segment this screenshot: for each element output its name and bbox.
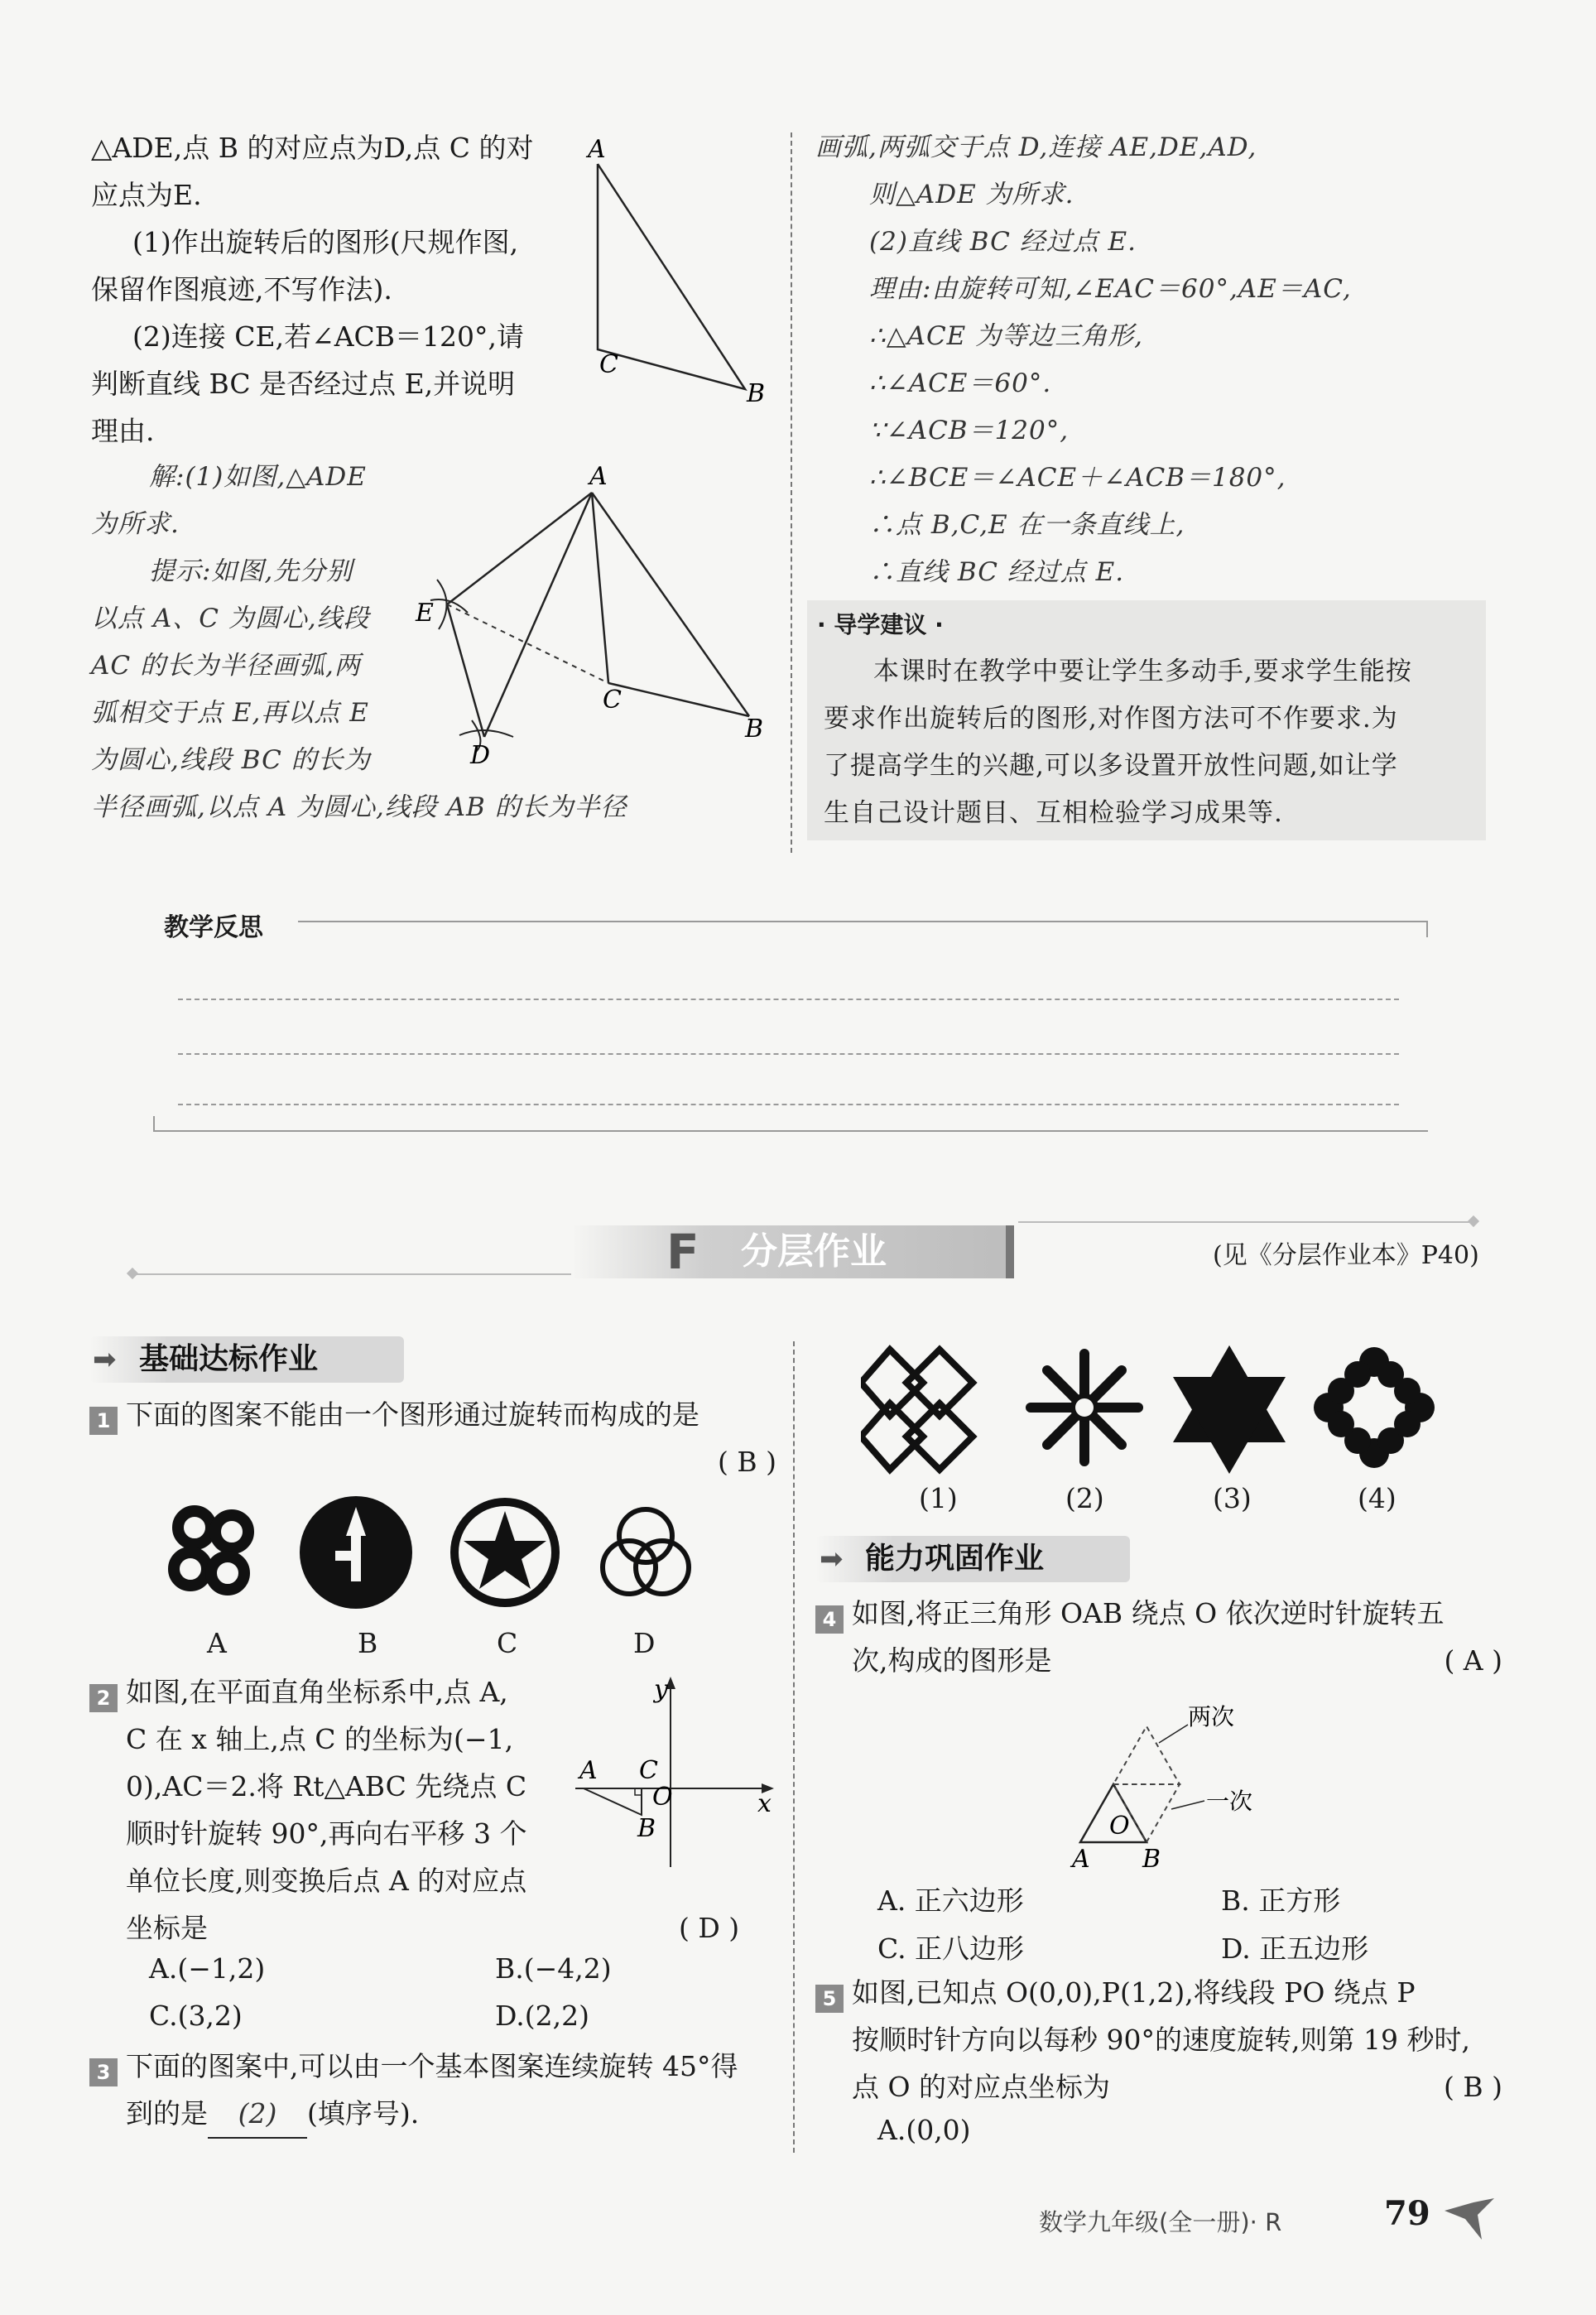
text-line: 理由.: [91, 415, 155, 447]
text-line: 画弧,两弧交于点 D,连接 AE,DE,AD,: [815, 132, 1257, 162]
text-line: 为圆心,线段 BC 的长为: [91, 745, 371, 775]
pattern-2: [1031, 1354, 1138, 1461]
q1-patterns: [149, 1486, 728, 1619]
label-c: C: [599, 350, 618, 379]
label-c: C: [639, 1756, 658, 1785]
option-label: D: [633, 1627, 656, 1659]
bird-logo-icon: [1440, 2194, 1498, 2244]
text-line: 0),AC＝2.将 Rt△ABC 先绕点 C: [126, 1770, 527, 1802]
pattern-label: (1): [919, 1482, 958, 1514]
pattern-4: [1314, 1347, 1435, 1468]
banner-letter-icon: F: [666, 1224, 699, 1280]
text-line: (1)作出旋转后的图形(尺规作图,: [132, 226, 519, 258]
question-text: 下面的图案不能由一个图形通过旋转而构成的是: [126, 1398, 699, 1431]
label-a: A: [1072, 1845, 1090, 1874]
reflection-top-border: [298, 921, 1428, 922]
column-divider: [793, 1341, 795, 2153]
pattern-c: [450, 1498, 560, 1607]
text-line: 如图,将正三角形 OAB 绕点 O 依次逆时针旋转五: [852, 1597, 1445, 1629]
reflection-corner: [153, 1116, 155, 1131]
rotation-figure: [1064, 1693, 1279, 1875]
text-line: (2)连接 CE,若∠ACB＝120°,请: [132, 320, 525, 353]
banner-line: [1018, 1221, 1473, 1223]
triangle-abc: [598, 164, 745, 389]
text-line: △ADE,点 B 的对应点为D,点 C 的对: [91, 132, 534, 164]
option: A.(−1,2): [149, 1952, 266, 1985]
triangle-figure: [579, 124, 778, 414]
text-line: 保留作图痕迹,不写作法).: [91, 273, 392, 306]
arrow-icon: ➡: [93, 1343, 117, 1376]
construction-figure: [406, 455, 786, 778]
column-divider: [791, 132, 792, 853]
option-label: B: [358, 1627, 378, 1659]
text-line: 半径画弧,以点 A 为圆心,线段 AB 的长为半径: [91, 792, 627, 822]
section-title: 能力巩固作业: [865, 1542, 1045, 1576]
book-title: 数学九年级(全一册)· R: [1039, 2208, 1282, 2236]
section-title: 基础达标作业: [139, 1342, 319, 1376]
q3-patterns: [861, 1341, 1457, 1494]
label-b: B: [745, 715, 764, 744]
option-label: C: [497, 1627, 518, 1659]
text-line: 本课时在教学中要让学生多动手,要求学生能按: [873, 657, 1412, 686]
question-4: [815, 1590, 1502, 1684]
text-line: 提示:如图,先分别: [149, 556, 353, 586]
text-line: 到的是: [126, 2097, 208, 2130]
solution-continued: [815, 124, 1527, 596]
homework-reference: (见《分层作业本》P40): [1213, 1241, 1479, 1270]
text-line: ∴△ACE 为等边三角形,: [869, 321, 1144, 351]
text-line: 理由:由旋转可知,∠EAC＝60°,AE＝AC,: [869, 274, 1352, 304]
option: D.(2,2): [495, 2000, 590, 2032]
question-number: 2: [89, 1684, 118, 1712]
question-number: 5: [815, 1985, 844, 2013]
reflection-corner: [1426, 921, 1428, 937]
option: B.(−4,2): [495, 1952, 612, 1985]
pattern-b: [300, 1496, 412, 1609]
pattern-a: [174, 1511, 248, 1590]
text-line: 如图,在平面直角坐标系中,点 A,: [126, 1676, 508, 1708]
label-a: A: [589, 462, 608, 491]
answer: ( A ): [1444, 1644, 1502, 1677]
banner-diamond: [127, 1268, 138, 1279]
label-e: E: [416, 599, 434, 628]
fill-blank-answer: (2): [208, 2090, 307, 2139]
ability-section-header: [815, 1536, 1130, 1582]
guide-title: · 导学建议 ·: [817, 611, 944, 638]
option: A. 正六边形: [877, 1884, 1024, 1917]
writing-line: [178, 1104, 1399, 1105]
question-1: [89, 1391, 776, 1485]
text-line: C 在 x 轴上,点 C 的坐标为(−1,: [126, 1723, 514, 1755]
text-line: 判断直线 BC 是否经过点 E,并说明: [91, 368, 516, 400]
text-line: 下面的图案中,可以由一个基本图案连续旋转 45°得: [126, 2050, 738, 2082]
text-line: 则△ADE 为所求.: [869, 180, 1074, 209]
label-c: C: [603, 686, 622, 715]
text-line: ∴点 B,C,E 在一条直线上,: [869, 510, 1185, 540]
pattern-label: (3): [1213, 1482, 1252, 1514]
question-number: 1: [89, 1407, 118, 1435]
basic-section-header: [89, 1336, 404, 1383]
text-line: (填序号).: [307, 2097, 420, 2130]
text-line: 按顺时针方向以每秒 90°的速度旋转,则第 19 秒时,: [852, 2024, 1470, 2056]
text-line: ∵∠ACB＝120°,: [869, 416, 1070, 445]
reflection-title: 教学反思: [164, 913, 263, 942]
label-a: A: [579, 1756, 598, 1785]
label-d: D: [470, 741, 491, 770]
axis-label-y: y: [654, 1675, 668, 1704]
text-line: 单位长度,则变换后点 A 的对应点: [126, 1865, 527, 1897]
answer: ( B ): [1444, 2071, 1502, 2103]
option: D. 正五边形: [1221, 1932, 1369, 1965]
question-number: 4: [815, 1605, 844, 1634]
text-line: 如图,已知点 O(0,0),P(1,2),将线段 PO 绕点 P: [852, 1976, 1416, 2009]
option: C.(3,2): [149, 2000, 243, 2032]
option: C. 正八边形: [877, 1932, 1025, 1965]
label-b: B: [637, 1814, 656, 1843]
text-line: 要求作出旋转后的图形,对作图方法可不作要求.为: [824, 704, 1398, 734]
question-number: 3: [89, 2058, 118, 2086]
axis-label-x: x: [757, 1789, 772, 1818]
label-o: O: [652, 1783, 673, 1812]
writing-line: [178, 1053, 1399, 1055]
label-once: 一次: [1206, 1788, 1253, 1815]
banner-end: [1006, 1225, 1014, 1278]
text-line: 次,构成的图形是: [852, 1644, 1052, 1677]
text-line: ∴直线 BC 经过点 E.: [869, 557, 1125, 587]
arrow-icon: ➡: [820, 1543, 844, 1576]
label-twice: 两次: [1188, 1703, 1235, 1730]
question-3: [89, 2043, 785, 2139]
text-line: ∴∠ACE＝60°.: [869, 368, 1052, 398]
teaching-guide-box: [807, 600, 1486, 840]
banner-diamond: [1468, 1215, 1479, 1227]
label-b: B: [747, 379, 766, 408]
text-line: 点 O 的对应点坐标为: [852, 2071, 1111, 2103]
text-line: 以点 A、C 为圆心,线段: [91, 604, 370, 633]
text-line: 坐标是: [126, 1912, 208, 1944]
text-line: 生自己设计题目、互相检验学习成果等.: [824, 798, 1283, 828]
coordinate-figure: [571, 1672, 778, 1871]
pattern-3: [1173, 1345, 1286, 1474]
answer: ( B ): [718, 1446, 776, 1478]
writing-line: [178, 999, 1399, 1000]
label-o: O: [1109, 1812, 1130, 1841]
label-a: A: [588, 135, 606, 164]
pattern-1: [861, 1350, 973, 1470]
pattern-label: (2): [1065, 1482, 1104, 1514]
text-line: (2)直线 BC 经过点 E.: [869, 227, 1137, 257]
text-line: AC 的长为半径画弧,两: [91, 651, 361, 681]
pattern-d: [603, 1509, 689, 1594]
option-label: A: [207, 1627, 227, 1659]
pattern-label: (4): [1358, 1482, 1396, 1514]
question-2: [89, 1668, 570, 1952]
text-line: 弧相交于点 E,再以点 E: [91, 698, 369, 728]
text-line: 为所求.: [91, 509, 180, 539]
banner-title: 分层作业: [741, 1230, 887, 1273]
reflection-bottom-border: [153, 1130, 1428, 1132]
option: A.(0,0): [877, 2114, 971, 2146]
text-line: ∴∠BCE＝∠ACE＋∠ACB＝180°,: [869, 463, 1286, 493]
guide-text: [824, 648, 1478, 837]
problem-text: [91, 124, 604, 455]
question-5: [815, 1969, 1502, 2110]
option: B. 正方形: [1221, 1884, 1341, 1917]
page-number: 79: [1384, 2194, 1430, 2233]
text-line: 解:(1)如图,△ADE: [149, 462, 367, 492]
text-line: 顺时针旋转 90°,再向右平移 3 个: [126, 1817, 527, 1850]
text-line: 了提高学生的兴趣,可以多设置开放性问题,如让学: [824, 751, 1398, 781]
text-line: 应点为E.: [91, 179, 202, 211]
answer: ( D ): [679, 1912, 740, 1944]
label-b: B: [1142, 1845, 1161, 1874]
